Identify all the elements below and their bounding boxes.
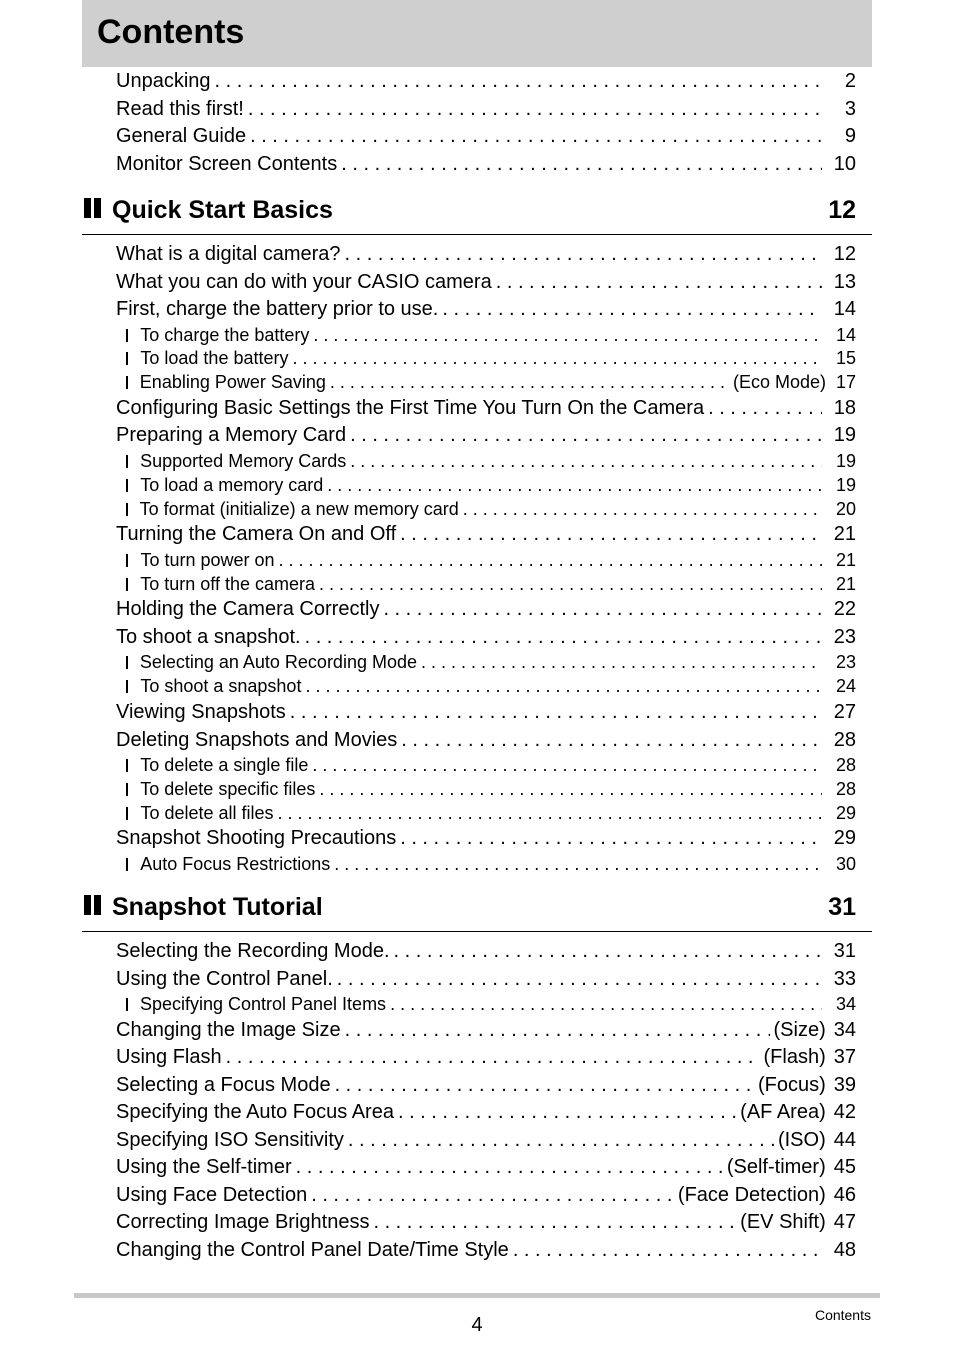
toc-entry-page: 42 bbox=[833, 1101, 856, 1124]
toc-entry-page: 24 bbox=[835, 676, 856, 697]
dot-leader bbox=[341, 151, 822, 177]
dot-leader bbox=[312, 754, 822, 777]
toc-entry-page: 13 bbox=[833, 270, 856, 293]
dot-leader bbox=[400, 825, 822, 851]
bullet-icon bbox=[126, 376, 128, 389]
toc-entry[interactable] bbox=[116, 1017, 856, 1043]
toc-entry-page: 45 bbox=[833, 1156, 856, 1179]
dot-leader bbox=[383, 596, 821, 622]
toc-subentry[interactable] bbox=[126, 754, 856, 777]
toc-entry-page: 28 bbox=[833, 728, 856, 751]
toc-entry-page: 23 bbox=[835, 652, 856, 673]
toc-entry-label: Selecting an Auto Recording Mode bbox=[139, 652, 417, 673]
dot-leader bbox=[279, 549, 822, 572]
toc-entry[interactable] bbox=[116, 241, 856, 267]
dot-leader bbox=[293, 347, 823, 370]
toc-subentry[interactable] bbox=[126, 651, 856, 674]
toc-entry-label: Configuring Basic Settings the First Time You Turn On the Camera bbox=[116, 396, 705, 419]
toc-entry-page: 21 bbox=[835, 549, 856, 570]
toc-subentry[interactable] bbox=[126, 573, 856, 596]
toc-entry[interactable] bbox=[116, 966, 856, 992]
section-marker-icon bbox=[84, 895, 102, 915]
toc-entry-label: To delete all files bbox=[140, 802, 274, 823]
toc-entry-label: Using the Control Panel. bbox=[116, 967, 333, 990]
section-page: 12 bbox=[828, 196, 856, 224]
bullet-icon bbox=[126, 759, 128, 772]
toc-entry-page: 19 bbox=[833, 424, 856, 447]
toc-entry-page: 29 bbox=[833, 827, 856, 850]
toc-entry-page: 44 bbox=[833, 1128, 856, 1151]
dot-leader bbox=[330, 371, 729, 394]
toc-entry-page: 34 bbox=[833, 1018, 856, 1041]
toc-entry-suffix: (AF Area) bbox=[740, 1101, 826, 1124]
dot-leader bbox=[319, 778, 822, 801]
toc-entry-label: To format (initialize) a new memory card bbox=[139, 498, 459, 519]
toc-entry-label: Using Flash bbox=[116, 1046, 222, 1069]
dot-leader bbox=[348, 1127, 774, 1153]
toc-entry[interactable] bbox=[116, 123, 856, 149]
toc-entry-label: Using Face Detection bbox=[116, 1183, 308, 1206]
toc-entry[interactable] bbox=[116, 96, 856, 122]
dot-leader bbox=[335, 1072, 754, 1098]
toc-entry-page: 37 bbox=[833, 1046, 856, 1069]
dot-leader bbox=[305, 675, 822, 698]
dot-leader bbox=[248, 96, 822, 122]
toc-entry-label: Viewing Snapshots bbox=[116, 701, 286, 723]
section-page: 31 bbox=[828, 893, 856, 921]
dot-leader bbox=[373, 1209, 736, 1235]
toc-entry[interactable] bbox=[116, 727, 856, 753]
toc-entry[interactable] bbox=[116, 1154, 856, 1180]
bullet-icon bbox=[126, 858, 128, 871]
dot-leader bbox=[290, 699, 822, 725]
toc-entry-page: 34 bbox=[835, 994, 856, 1014]
dot-leader bbox=[250, 123, 822, 149]
toc-entry[interactable] bbox=[116, 1237, 856, 1263]
dot-leader bbox=[390, 993, 822, 1016]
dot-leader bbox=[513, 1237, 822, 1263]
toc-entry-label: Specifying Control Panel Items bbox=[139, 994, 387, 1014]
toc-entry[interactable] bbox=[116, 1209, 856, 1235]
section-title: Quick Start Basics bbox=[112, 196, 333, 224]
dot-leader bbox=[226, 1044, 760, 1070]
toc-entry-label: General Guide bbox=[116, 125, 247, 147]
toc-entry-page: 47 bbox=[833, 1211, 856, 1234]
toc-subentry[interactable] bbox=[126, 324, 856, 347]
toc-entry[interactable] bbox=[116, 151, 856, 177]
section-marker-icon bbox=[84, 198, 102, 218]
toc-entry-label: Enabling Power Saving bbox=[139, 372, 326, 393]
dot-leader bbox=[296, 1154, 723, 1180]
toc-entry[interactable] bbox=[116, 1127, 856, 1153]
toc-subentry[interactable] bbox=[126, 450, 856, 473]
toc-entry-label: What you can do with your CASIO camera bbox=[116, 270, 492, 293]
toc-entry-label: To load a memory card bbox=[140, 474, 324, 495]
toc-entry[interactable] bbox=[116, 296, 856, 322]
toc-entry-label: To load the battery bbox=[140, 348, 289, 369]
toc-entry-page: 12 bbox=[833, 243, 856, 265]
footer-label: Contents bbox=[814, 1307, 871, 1323]
toc-subentry[interactable] bbox=[126, 371, 856, 394]
dot-leader bbox=[350, 450, 822, 473]
toc-entry-page: 48 bbox=[833, 1238, 856, 1261]
toc-subentry[interactable] bbox=[126, 675, 856, 698]
bullet-icon bbox=[126, 807, 128, 820]
toc-entry-page: 22 bbox=[833, 598, 856, 621]
toc-subentry[interactable] bbox=[126, 347, 856, 370]
toc-entry-label: Supported Memory Cards bbox=[140, 450, 347, 471]
toc-entry-label: Specifying ISO Sensitivity bbox=[116, 1128, 344, 1151]
toc-entry-label: Specifying the Auto Focus Area bbox=[116, 1101, 394, 1124]
toc-entry-label: Snapshot Shooting Precautions bbox=[116, 827, 397, 850]
toc-entry-page: 21 bbox=[833, 523, 856, 546]
page-title: Contents bbox=[97, 13, 245, 51]
dot-leader bbox=[496, 269, 822, 295]
toc-subentry[interactable] bbox=[126, 498, 856, 521]
toc-entry-label: Holding the Camera Correctly bbox=[116, 598, 380, 621]
toc-subentry[interactable] bbox=[126, 993, 856, 1016]
bullet-icon bbox=[126, 503, 128, 516]
dot-leader bbox=[463, 498, 822, 521]
dot-leader bbox=[337, 966, 822, 992]
title-bar bbox=[82, 0, 872, 67]
toc-entry[interactable] bbox=[116, 68, 856, 94]
toc-entry-suffix: (Focus) bbox=[757, 1073, 826, 1096]
toc-entry-suffix: (Flash) bbox=[763, 1046, 826, 1069]
bullet-icon bbox=[126, 578, 128, 591]
toc-entry-page: 23 bbox=[833, 625, 856, 648]
bullet-icon bbox=[126, 455, 128, 468]
toc-entry-label: Selecting the Recording Mode. bbox=[116, 940, 390, 962]
bullet-icon bbox=[126, 680, 128, 693]
toc-entry-suffix: (Size) bbox=[773, 1018, 826, 1041]
toc-entry-page: 27 bbox=[833, 701, 856, 723]
toc-entry-label: Changing the Control Panel Date/Time Style bbox=[116, 1238, 509, 1261]
dot-leader bbox=[421, 651, 822, 674]
bullet-icon bbox=[126, 656, 128, 669]
toc-entry-label: To turn off the camera bbox=[140, 573, 316, 594]
toc-entry-label: What is a digital camera? bbox=[116, 243, 341, 265]
toc-entry[interactable] bbox=[116, 596, 856, 622]
dot-leader bbox=[305, 624, 822, 650]
toc-entry-page: 2 bbox=[844, 70, 856, 92]
toc-entry-page: 10 bbox=[833, 152, 856, 175]
section-heading[interactable] bbox=[82, 196, 872, 235]
section-title: Snapshot Tutorial bbox=[112, 893, 323, 921]
toc-entry-suffix: (Face Detection) bbox=[677, 1183, 826, 1206]
toc-entry[interactable] bbox=[116, 422, 856, 448]
toc-entry-label: To charge the battery bbox=[140, 324, 310, 345]
dot-leader bbox=[708, 395, 822, 421]
toc-entry[interactable] bbox=[116, 269, 856, 295]
toc-entry-page: 14 bbox=[835, 324, 856, 345]
bullet-icon bbox=[126, 554, 128, 567]
toc-entry-label: Unpacking bbox=[116, 70, 211, 92]
toc-subentry[interactable] bbox=[126, 802, 856, 825]
toc-entry-page: 15 bbox=[835, 348, 856, 369]
toc-entry-label: To shoot a snapshot. bbox=[116, 625, 301, 648]
bullet-icon bbox=[126, 479, 128, 492]
section-heading[interactable] bbox=[82, 893, 872, 932]
dot-leader bbox=[345, 241, 822, 267]
toc-entry[interactable] bbox=[116, 699, 856, 725]
toc-entry-label: To turn power on bbox=[140, 549, 275, 570]
page-number: 4 bbox=[471, 1314, 483, 1336]
bullet-icon bbox=[126, 783, 128, 796]
toc-entry-label: Read this first! bbox=[116, 97, 244, 120]
toc-entry-page: 39 bbox=[833, 1073, 856, 1096]
dot-leader bbox=[350, 422, 822, 448]
toc-entry-page: 33 bbox=[833, 967, 856, 990]
dot-leader bbox=[400, 521, 822, 547]
toc-entry-label: First, charge the battery prior to use. bbox=[116, 298, 439, 320]
dot-leader bbox=[401, 727, 821, 753]
dot-leader bbox=[442, 296, 821, 322]
dot-leader bbox=[311, 1182, 674, 1208]
toc-entry-page: 19 bbox=[835, 474, 856, 495]
toc-entry[interactable] bbox=[116, 1044, 856, 1070]
toc-entry-suffix: (ISO) bbox=[777, 1128, 826, 1151]
footer-divider bbox=[74, 1293, 880, 1298]
toc-subentry[interactable] bbox=[126, 853, 856, 876]
bullet-icon bbox=[126, 329, 128, 342]
toc-entry-label: To delete a single file bbox=[140, 755, 309, 775]
toc-entry[interactable] bbox=[116, 825, 856, 851]
bullet-icon bbox=[126, 998, 128, 1011]
toc-entry-page: 3 bbox=[844, 97, 856, 120]
toc-entry-suffix: (EV Shift) bbox=[740, 1211, 826, 1234]
toc-entry[interactable] bbox=[116, 938, 856, 964]
toc-entry-page: 28 bbox=[835, 778, 856, 799]
toc-entry-label: Monitor Screen Contents bbox=[116, 152, 338, 175]
toc-subentry[interactable] bbox=[126, 474, 856, 497]
toc-entry[interactable] bbox=[116, 1182, 856, 1208]
dot-leader bbox=[278, 802, 822, 825]
toc-entry-page: 9 bbox=[844, 125, 856, 147]
toc-entry-label: Changing the Image Size bbox=[116, 1018, 341, 1041]
toc-entry-label: To shoot a snapshot bbox=[140, 676, 302, 697]
dot-leader bbox=[398, 1099, 736, 1125]
toc-entry-page: 21 bbox=[835, 573, 856, 594]
toc-entry-page: 17 bbox=[835, 372, 856, 393]
toc-entry-page: 18 bbox=[833, 396, 856, 419]
dot-leader bbox=[313, 324, 822, 347]
toc-entry-page: 14 bbox=[833, 298, 856, 320]
dot-leader bbox=[334, 853, 822, 876]
toc-entry[interactable] bbox=[116, 624, 856, 650]
toc-entry[interactable] bbox=[116, 1072, 856, 1098]
toc-entry-page: 29 bbox=[835, 802, 856, 823]
toc-entry[interactable] bbox=[116, 395, 856, 421]
toc-subentry[interactable] bbox=[126, 778, 856, 801]
dot-leader bbox=[394, 938, 822, 964]
toc-entry-suffix: (Self-timer) bbox=[726, 1156, 826, 1179]
toc-entry-suffix: (Eco Mode) bbox=[732, 372, 826, 393]
toc-entry-label: Using the Self-timer bbox=[116, 1156, 292, 1179]
toc-entry-label: Turning the Camera On and Off bbox=[116, 523, 397, 546]
dot-leader bbox=[327, 474, 822, 497]
toc-entry[interactable] bbox=[116, 1099, 856, 1125]
toc-entry-label: Selecting a Focus Mode bbox=[116, 1073, 331, 1096]
toc-entry-label: Deleting Snapshots and Movies bbox=[116, 728, 398, 751]
toc-entry-label: To delete specific files bbox=[140, 778, 316, 799]
toc-entry-page: 31 bbox=[833, 940, 856, 962]
dot-leader bbox=[319, 573, 822, 596]
toc-entry-page: 20 bbox=[835, 498, 856, 519]
dot-leader bbox=[215, 68, 822, 94]
toc-entry-label: Correcting Image Brightness bbox=[116, 1211, 370, 1234]
toc-entry-page: 30 bbox=[835, 853, 856, 874]
toc-subentry[interactable] bbox=[126, 549, 856, 572]
toc-entry[interactable] bbox=[116, 521, 856, 547]
toc-entry-label: Auto Focus Restrictions bbox=[140, 853, 331, 874]
toc-entry-page: 28 bbox=[835, 755, 856, 775]
toc-entry-page: 46 bbox=[833, 1183, 856, 1206]
dot-leader bbox=[345, 1017, 770, 1043]
toc-entry-page: 19 bbox=[835, 450, 856, 471]
bullet-icon bbox=[126, 352, 128, 365]
toc-entry-label: Preparing a Memory Card bbox=[116, 424, 347, 447]
